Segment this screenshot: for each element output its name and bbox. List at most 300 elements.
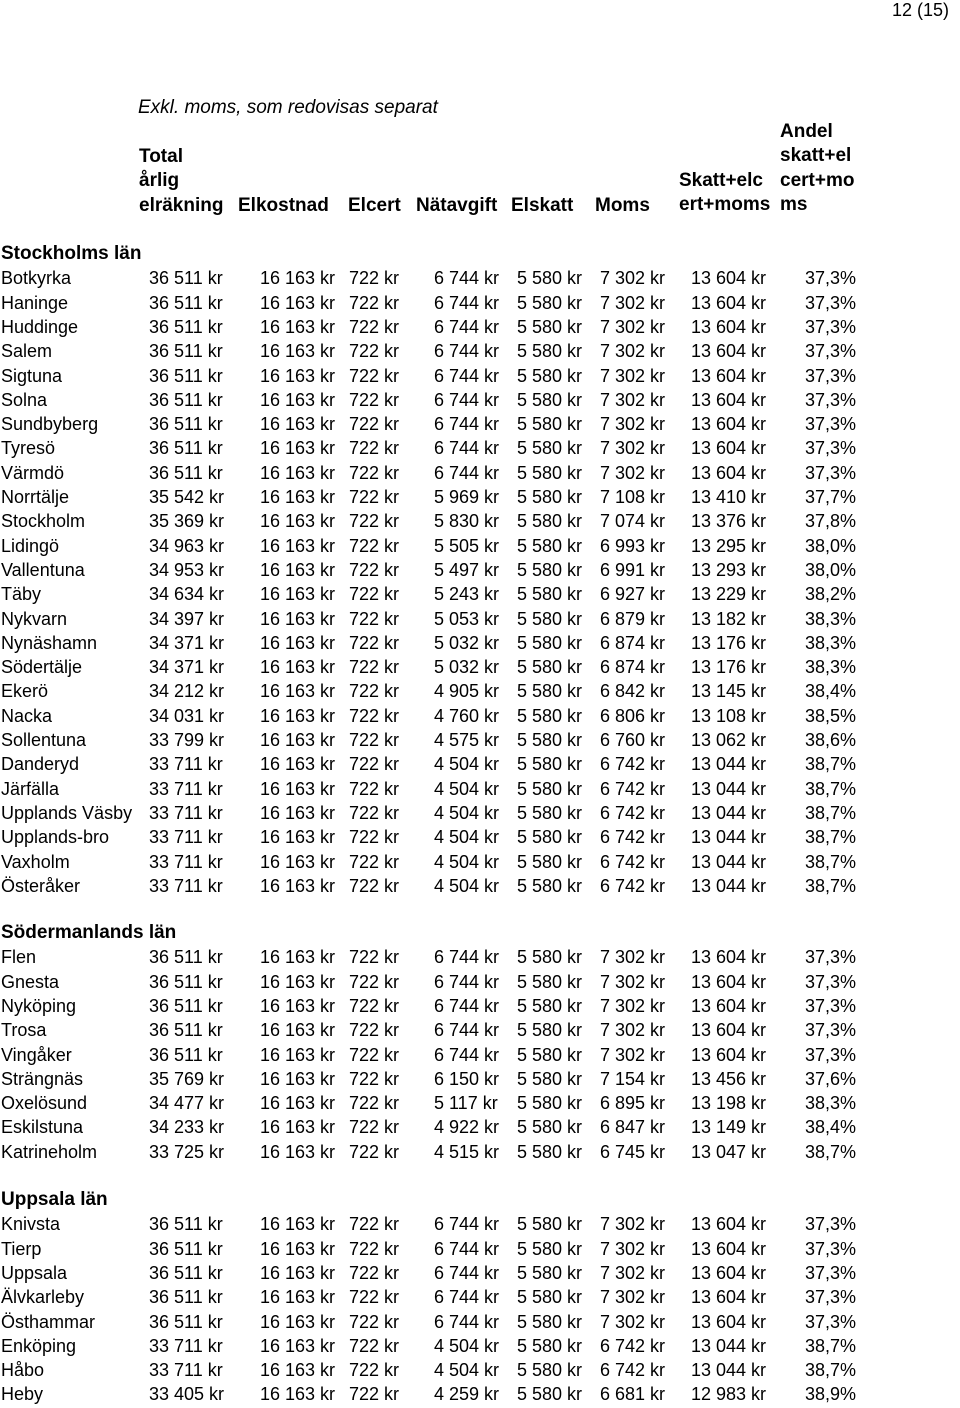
andel-cell: 38,0% — [804, 535, 856, 556]
elskatt-cell: 5 580 kr — [517, 608, 583, 629]
moms-cell: 6 742 kr — [600, 851, 666, 872]
elskatt-cell: 5 580 kr — [517, 1068, 583, 1089]
moms-cell: 7 074 kr — [600, 511, 666, 532]
elskatt-cell: 5 580 kr — [517, 947, 583, 968]
table-row — [0, 609, 960, 633]
elkostnad-cell: 16 163 kr — [260, 875, 336, 896]
elkostnad-cell: 16 163 kr — [260, 802, 336, 823]
skatt-sum-cell: 13 044 kr — [691, 778, 767, 799]
moms-cell: 7 302 kr — [600, 268, 666, 289]
header-elkostnad: Elkostnad — [238, 195, 329, 216]
skatt-sum-cell: 13 044 kr — [691, 1335, 767, 1356]
elcert-cell: 722 kr — [349, 584, 400, 605]
skatt-sum-cell: 13 108 kr — [691, 705, 767, 726]
elcert-cell: 722 kr — [349, 438, 400, 459]
skatt-sum-cell: 13 604 kr — [691, 1287, 767, 1308]
elskatt-cell: 5 580 kr — [517, 341, 583, 362]
municipality-name: Älvkarleby — [1, 1287, 85, 1308]
elcert-cell: 722 kr — [349, 292, 400, 313]
elkostnad-cell: 16 163 kr — [260, 778, 336, 799]
total-cell: 33 711 kr — [149, 778, 223, 799]
total-cell: 33 711 kr — [149, 875, 223, 896]
total-cell: 33 799 kr — [149, 730, 225, 750]
skatt-sum-cell: 12 983 kr — [691, 1384, 767, 1405]
table-row — [0, 803, 960, 827]
table-row — [0, 414, 960, 438]
elcert-cell: 722 kr — [349, 1141, 400, 1162]
skatt-sum-cell: 13 229 kr — [691, 584, 767, 605]
municipality-name: Botkyrka — [1, 268, 72, 289]
moms-cell: 6 993 kr — [600, 535, 666, 556]
table-row — [0, 1093, 960, 1117]
table-row — [0, 657, 960, 681]
municipality-name: Östhammar — [1, 1311, 96, 1332]
table-row — [0, 1312, 960, 1336]
natavgift-cell: 6 744 kr — [434, 389, 500, 410]
andel-cell: 38,7% — [804, 802, 856, 823]
total-cell: 36 511 kr — [149, 1214, 223, 1235]
moms-cell: 7 302 kr — [600, 1262, 666, 1283]
skatt-sum-cell: 13 604 kr — [691, 462, 767, 483]
skatt-sum-cell: 13 295 kr — [691, 535, 767, 556]
andel-cell: 38,3% — [804, 657, 856, 678]
natavgift-cell: 6 744 kr — [434, 1238, 500, 1259]
natavgift-cell: 6 744 kr — [434, 1020, 500, 1041]
skatt-sum-cell: 13 182 kr — [691, 608, 767, 629]
andel-cell: 37,3% — [804, 365, 856, 386]
skatt-sum-cell: 13 604 kr — [691, 1262, 767, 1283]
moms-cell: 6 760 kr — [600, 730, 666, 750]
skatt-sum-cell: 13 456 kr — [691, 1068, 767, 1089]
municipality-name: Täby — [1, 584, 42, 605]
skatt-sum-cell: 13 410 kr — [691, 487, 767, 507]
natavgift-cell: 4 575 kr — [434, 730, 500, 750]
elcert-cell: 722 kr — [349, 971, 400, 992]
andel-cell: 38,7% — [804, 754, 856, 775]
natavgift-cell: 4 504 kr — [434, 827, 500, 848]
natavgift-cell: 6 744 kr — [434, 1044, 500, 1065]
total-cell: 36 511 kr — [149, 316, 223, 337]
municipality-name: Vaxholm — [1, 851, 70, 872]
municipality-name: Nyköping — [1, 995, 77, 1016]
elskatt-cell: 5 580 kr — [517, 268, 583, 289]
elcert-cell: 722 kr — [349, 632, 400, 653]
elkostnad-cell: 16 163 kr — [260, 947, 336, 968]
natavgift-cell: 6 744 kr — [434, 316, 500, 337]
table-row — [0, 1287, 960, 1311]
moms-cell: 6 742 kr — [600, 1360, 666, 1381]
moms-cell: 6 879 kr — [600, 608, 666, 629]
elcert-cell: 722 kr — [349, 1384, 400, 1405]
table-row — [0, 317, 960, 341]
municipality-name: Upplands Väsby — [1, 802, 133, 823]
skatt-sum-cell: 13 198 kr — [691, 1093, 767, 1114]
table-row — [0, 730, 960, 754]
total-cell: 34 031 kr — [149, 705, 225, 726]
total-cell: 36 511 kr — [149, 947, 223, 968]
elkostnad-cell: 16 163 kr — [260, 389, 336, 410]
total-cell: 36 511 kr — [149, 268, 223, 289]
elskatt-cell: 5 580 kr — [517, 1311, 583, 1332]
elskatt-cell: 5 580 kr — [517, 559, 583, 580]
header-moms: Moms — [595, 195, 650, 216]
elkostnad-cell: 16 163 kr — [260, 1117, 336, 1138]
andel-cell: 38,9% — [804, 1384, 856, 1405]
moms-cell: 6 874 kr — [600, 657, 666, 678]
elskatt-cell: 5 580 kr — [517, 1093, 583, 1114]
elkostnad-cell: 16 163 kr — [260, 1287, 336, 1308]
moms-cell: 6 745 kr — [600, 1141, 666, 1162]
table-row — [0, 1263, 960, 1287]
elcert-cell: 722 kr — [349, 1335, 400, 1356]
total-cell: 34 963 kr — [149, 535, 225, 556]
elskatt-cell: 5 580 kr — [517, 995, 583, 1016]
table-row — [0, 1045, 960, 1069]
total-cell: 33 711 kr — [149, 802, 223, 823]
natavgift-cell: 4 504 kr — [434, 1360, 500, 1381]
skatt-sum-cell: 13 604 kr — [691, 1311, 767, 1332]
municipality-name: Danderyd — [1, 754, 80, 775]
andel-cell: 38,7% — [804, 1141, 856, 1162]
natavgift-cell: 6 744 kr — [434, 1214, 500, 1235]
andel-cell: 37,6% — [804, 1068, 856, 1089]
skatt-sum-cell: 13 604 kr — [691, 438, 767, 459]
table-row — [0, 947, 960, 971]
municipality-name: Nynäshamn — [1, 632, 98, 653]
municipality-name: Solna — [1, 389, 48, 410]
skatt-sum-cell: 13 149 kr — [691, 1117, 767, 1138]
elkostnad-cell: 16 163 kr — [260, 851, 336, 872]
natavgift-cell: 6 744 kr — [434, 365, 500, 386]
elcert-cell: 722 kr — [349, 341, 400, 362]
natavgift-cell: 4 922 kr — [434, 1117, 500, 1138]
natavgift-cell: 5 032 kr — [434, 632, 500, 653]
municipality-name: Stockholm — [1, 511, 86, 532]
elkostnad-cell: 16 163 kr — [260, 438, 336, 459]
elkostnad-cell: 16 163 kr — [260, 681, 336, 702]
andel-cell: 37,3% — [804, 1311, 856, 1332]
andel-cell: 37,3% — [804, 995, 856, 1016]
skatt-sum-cell: 13 176 kr — [691, 632, 767, 653]
municipality-name: Håbo — [1, 1360, 45, 1381]
skatt-sum-cell: 13 604 kr — [691, 1020, 767, 1041]
elkostnad-cell: 16 163 kr — [260, 316, 336, 337]
elskatt-cell: 5 580 kr — [517, 730, 583, 750]
elskatt-cell: 5 580 kr — [517, 705, 583, 726]
elcert-cell: 722 kr — [349, 365, 400, 386]
municipality-name: Tyresö — [1, 438, 56, 459]
elskatt-cell: 5 580 kr — [517, 487, 583, 507]
andel-cell: 38,5% — [804, 705, 856, 726]
elkostnad-cell: 16 163 kr — [260, 1360, 336, 1381]
elcert-cell: 722 kr — [349, 1044, 400, 1065]
table-row — [0, 390, 960, 414]
andel-cell: 37,3% — [804, 1287, 856, 1308]
natavgift-cell: 6 744 kr — [434, 995, 500, 1016]
elskatt-cell: 5 580 kr — [517, 1141, 583, 1162]
natavgift-cell: 5 830 kr — [434, 511, 500, 532]
moms-cell: 7 302 kr — [600, 1311, 666, 1332]
table-row — [0, 681, 960, 705]
andel-cell: 38,7% — [804, 875, 856, 896]
natavgift-cell: 5 505 kr — [434, 535, 500, 556]
andel-cell: 37,3% — [804, 438, 856, 459]
skatt-sum-cell: 13 604 kr — [691, 268, 767, 289]
total-cell: 36 511 kr — [149, 1287, 223, 1308]
total-cell: 34 371 kr — [149, 657, 225, 678]
table-row — [0, 1336, 960, 1360]
elskatt-cell: 5 580 kr — [517, 681, 583, 702]
table-row — [0, 1069, 960, 1093]
elcert-cell: 722 kr — [349, 535, 400, 556]
table-row — [0, 633, 960, 657]
elcert-cell: 722 kr — [349, 462, 400, 483]
natavgift-cell: 5 969 kr — [434, 487, 500, 507]
elkostnad-cell: 16 163 kr — [260, 292, 336, 313]
total-cell: 34 233 kr — [149, 1117, 225, 1138]
total-cell: 33 711 kr — [149, 1360, 223, 1381]
natavgift-cell: 6 744 kr — [434, 971, 500, 992]
skatt-sum-cell: 13 604 kr — [691, 292, 767, 313]
section-title: Södermanlands län — [1, 922, 177, 943]
elcert-cell: 722 kr — [349, 1214, 400, 1235]
municipality-name: Österåker — [1, 875, 81, 896]
total-cell: 36 511 kr — [149, 389, 223, 410]
moms-cell: 6 742 kr — [600, 778, 666, 799]
natavgift-cell: 5 243 kr — [434, 584, 500, 605]
elskatt-cell: 5 580 kr — [517, 584, 583, 605]
table-row — [0, 852, 960, 876]
skatt-sum-cell: 13 604 kr — [691, 389, 767, 410]
total-cell: 36 511 kr — [149, 292, 223, 313]
municipality-name: Enköping — [1, 1335, 77, 1356]
elcert-cell: 722 kr — [349, 1287, 400, 1308]
skatt-sum-cell: 13 604 kr — [691, 1238, 767, 1259]
andel-cell: 37,3% — [804, 292, 856, 313]
elkostnad-cell: 16 163 kr — [260, 1262, 336, 1283]
elcert-cell: 722 kr — [349, 827, 400, 848]
municipality-name: Sollentuna — [1, 730, 87, 750]
skatt-sum-cell: 13 044 kr — [691, 827, 767, 848]
andel-cell: 37,3% — [804, 389, 856, 410]
natavgift-cell: 6 744 kr — [434, 1262, 500, 1283]
elskatt-cell: 5 580 kr — [517, 535, 583, 556]
table-row — [0, 511, 960, 535]
moms-cell: 6 806 kr — [600, 705, 666, 726]
natavgift-cell: 6 744 kr — [434, 341, 500, 362]
municipality-name: Nacka — [1, 705, 53, 726]
elskatt-cell: 5 580 kr — [517, 1360, 583, 1381]
municipality-name: Nykvarn — [1, 608, 68, 629]
moms-cell: 7 302 kr — [600, 1238, 666, 1259]
elkostnad-cell: 16 163 kr — [260, 511, 336, 532]
total-cell: 33 725 kr — [149, 1141, 225, 1162]
natavgift-cell: 6 744 kr — [434, 438, 500, 459]
table-row — [0, 827, 960, 851]
moms-cell: 7 108 kr — [600, 487, 666, 507]
skatt-sum-cell: 13 604 kr — [691, 1044, 767, 1065]
elskatt-cell: 5 580 kr — [517, 389, 583, 410]
municipality-name: Strängnäs — [1, 1068, 84, 1089]
natavgift-cell: 6 744 kr — [434, 462, 500, 483]
municipality-name: Flen — [1, 947, 37, 968]
elkostnad-cell: 16 163 kr — [260, 1044, 336, 1065]
total-cell: 36 511 kr — [149, 971, 223, 992]
elkostnad-cell: 16 163 kr — [260, 1214, 336, 1235]
elkostnad-cell: 16 163 kr — [260, 705, 336, 726]
municipality-name: Katrineholm — [1, 1141, 98, 1162]
elskatt-cell: 5 580 kr — [517, 365, 583, 386]
moms-cell: 6 874 kr — [600, 632, 666, 653]
andel-cell: 37,3% — [804, 341, 856, 362]
natavgift-cell: 4 504 kr — [434, 1335, 500, 1356]
elkostnad-cell: 16 163 kr — [260, 730, 336, 750]
skatt-sum-cell: 13 604 kr — [691, 1214, 767, 1235]
moms-cell: 6 991 kr — [600, 559, 666, 580]
elskatt-cell: 5 580 kr — [517, 414, 583, 435]
table-row — [0, 1117, 960, 1141]
moms-cell: 7 302 kr — [600, 316, 666, 337]
natavgift-cell: 4 504 kr — [434, 802, 500, 823]
moms-cell: 7 302 kr — [600, 971, 666, 992]
andel-cell: 38,7% — [804, 827, 856, 848]
total-cell: 36 511 kr — [149, 462, 223, 483]
elcert-cell: 722 kr — [349, 608, 400, 629]
municipality-name: Knivsta — [1, 1214, 61, 1235]
municipality-name: Oxelösund — [1, 1093, 88, 1114]
andel-cell: 37,3% — [804, 971, 856, 992]
elskatt-cell: 5 580 kr — [517, 802, 583, 823]
elkostnad-cell: 16 163 kr — [260, 971, 336, 992]
table-row — [0, 366, 960, 390]
moms-cell: 7 302 kr — [600, 414, 666, 435]
municipality-name: Norrtälje — [1, 487, 70, 507]
andel-cell: 38,2% — [804, 584, 856, 605]
total-cell: 35 369 kr — [149, 511, 225, 532]
elskatt-cell: 5 580 kr — [517, 462, 583, 483]
skatt-sum-cell: 13 604 kr — [691, 971, 767, 992]
total-cell: 33 711 kr — [149, 851, 223, 872]
elcert-cell: 722 kr — [349, 875, 400, 896]
andel-cell: 37,3% — [804, 1214, 856, 1235]
elcert-cell: 722 kr — [349, 559, 400, 580]
total-cell: 36 511 kr — [149, 1020, 223, 1041]
total-cell: 35 769 kr — [149, 1068, 225, 1089]
elcert-cell: 722 kr — [349, 389, 400, 410]
elcert-cell: 722 kr — [349, 851, 400, 872]
elkostnad-cell: 16 163 kr — [260, 559, 336, 580]
natavgift-cell: 4 515 kr — [434, 1141, 500, 1162]
andel-cell: 37,3% — [804, 268, 856, 289]
moms-cell: 6 742 kr — [600, 802, 666, 823]
elkostnad-cell: 16 163 kr — [260, 462, 336, 483]
total-cell: 35 542 kr — [149, 487, 225, 507]
header-natavgift: Nätavgift — [416, 195, 498, 216]
andel-cell: 37,3% — [804, 462, 856, 483]
table-row — [0, 1360, 960, 1384]
natavgift-cell: 5 032 kr — [434, 657, 500, 678]
elcert-cell: 722 kr — [349, 1117, 400, 1138]
elcert-cell: 722 kr — [349, 1262, 400, 1283]
natavgift-cell: 6 744 kr — [434, 1287, 500, 1308]
andel-cell: 37,3% — [804, 1020, 856, 1041]
elskatt-cell: 5 580 kr — [517, 1020, 583, 1041]
total-cell: 36 511 kr — [149, 365, 223, 386]
elkostnad-cell: 16 163 kr — [260, 827, 336, 848]
elskatt-cell: 5 580 kr — [517, 657, 583, 678]
natavgift-cell: 5 053 kr — [434, 608, 500, 629]
table-row — [0, 1214, 960, 1238]
elskatt-cell: 5 580 kr — [517, 1117, 583, 1138]
elcert-cell: 722 kr — [349, 1020, 400, 1041]
table-row — [0, 438, 960, 462]
andel-cell: 37,3% — [804, 316, 856, 337]
skatt-sum-cell: 13 604 kr — [691, 365, 767, 386]
elcert-cell: 722 kr — [349, 657, 400, 678]
table-row — [0, 560, 960, 584]
table-row — [0, 584, 960, 608]
natavgift-cell: 4 259 kr — [434, 1384, 500, 1405]
header-elskatt: Elskatt — [511, 195, 574, 216]
skatt-sum-cell: 13 044 kr — [691, 802, 767, 823]
andel-cell: 37,3% — [804, 1238, 856, 1259]
moms-cell: 6 681 kr — [600, 1384, 666, 1405]
moms-cell: 6 842 kr — [600, 681, 666, 702]
table-row — [0, 779, 960, 803]
elskatt-cell: 5 580 kr — [517, 851, 583, 872]
skatt-sum-cell: 13 604 kr — [691, 995, 767, 1016]
elkostnad-cell: 16 163 kr — [260, 632, 336, 653]
natavgift-cell: 4 504 kr — [434, 754, 500, 775]
elkostnad-cell: 16 163 kr — [260, 608, 336, 629]
moms-cell: 7 302 kr — [600, 1214, 666, 1235]
elskatt-cell: 5 580 kr — [517, 1287, 583, 1308]
natavgift-cell: 6 150 kr — [434, 1068, 500, 1089]
moms-cell: 7 302 kr — [600, 462, 666, 483]
elcert-cell: 722 kr — [349, 995, 400, 1016]
moms-cell: 7 154 kr — [600, 1068, 666, 1089]
elskatt-cell: 5 580 kr — [517, 1335, 583, 1356]
elcert-cell: 722 kr — [349, 487, 400, 507]
total-cell: 33 711 kr — [149, 1335, 223, 1356]
elcert-cell: 722 kr — [349, 681, 400, 702]
table-row — [0, 706, 960, 730]
natavgift-cell: 6 744 kr — [434, 947, 500, 968]
total-cell: 34 212 kr — [149, 681, 225, 702]
municipality-name: Sundbyberg — [1, 414, 99, 435]
elcert-cell: 722 kr — [349, 511, 400, 532]
elkostnad-cell: 16 163 kr — [260, 1335, 336, 1356]
andel-cell: 37,7% — [804, 487, 856, 507]
moms-cell: 6 895 kr — [600, 1093, 666, 1114]
municipality-name: Ekerö — [1, 681, 49, 702]
table-row — [0, 268, 960, 292]
andel-cell: 38,4% — [804, 1117, 856, 1138]
natavgift-cell: 5 117 kr — [434, 1093, 498, 1114]
andel-cell: 38,4% — [804, 681, 856, 702]
elskatt-cell: 5 580 kr — [517, 1262, 583, 1283]
elcert-cell: 722 kr — [349, 414, 400, 435]
andel-cell: 38,7% — [804, 1335, 856, 1356]
elkostnad-cell: 16 163 kr — [260, 584, 336, 605]
total-cell: 36 511 kr — [149, 1311, 223, 1332]
skatt-sum-cell: 13 044 kr — [691, 851, 767, 872]
table-row — [0, 754, 960, 778]
elkostnad-cell: 16 163 kr — [260, 1141, 336, 1162]
skatt-sum-cell: 13 604 kr — [691, 341, 767, 362]
elcert-cell: 722 kr — [349, 1311, 400, 1332]
andel-cell: 38,7% — [804, 778, 856, 799]
